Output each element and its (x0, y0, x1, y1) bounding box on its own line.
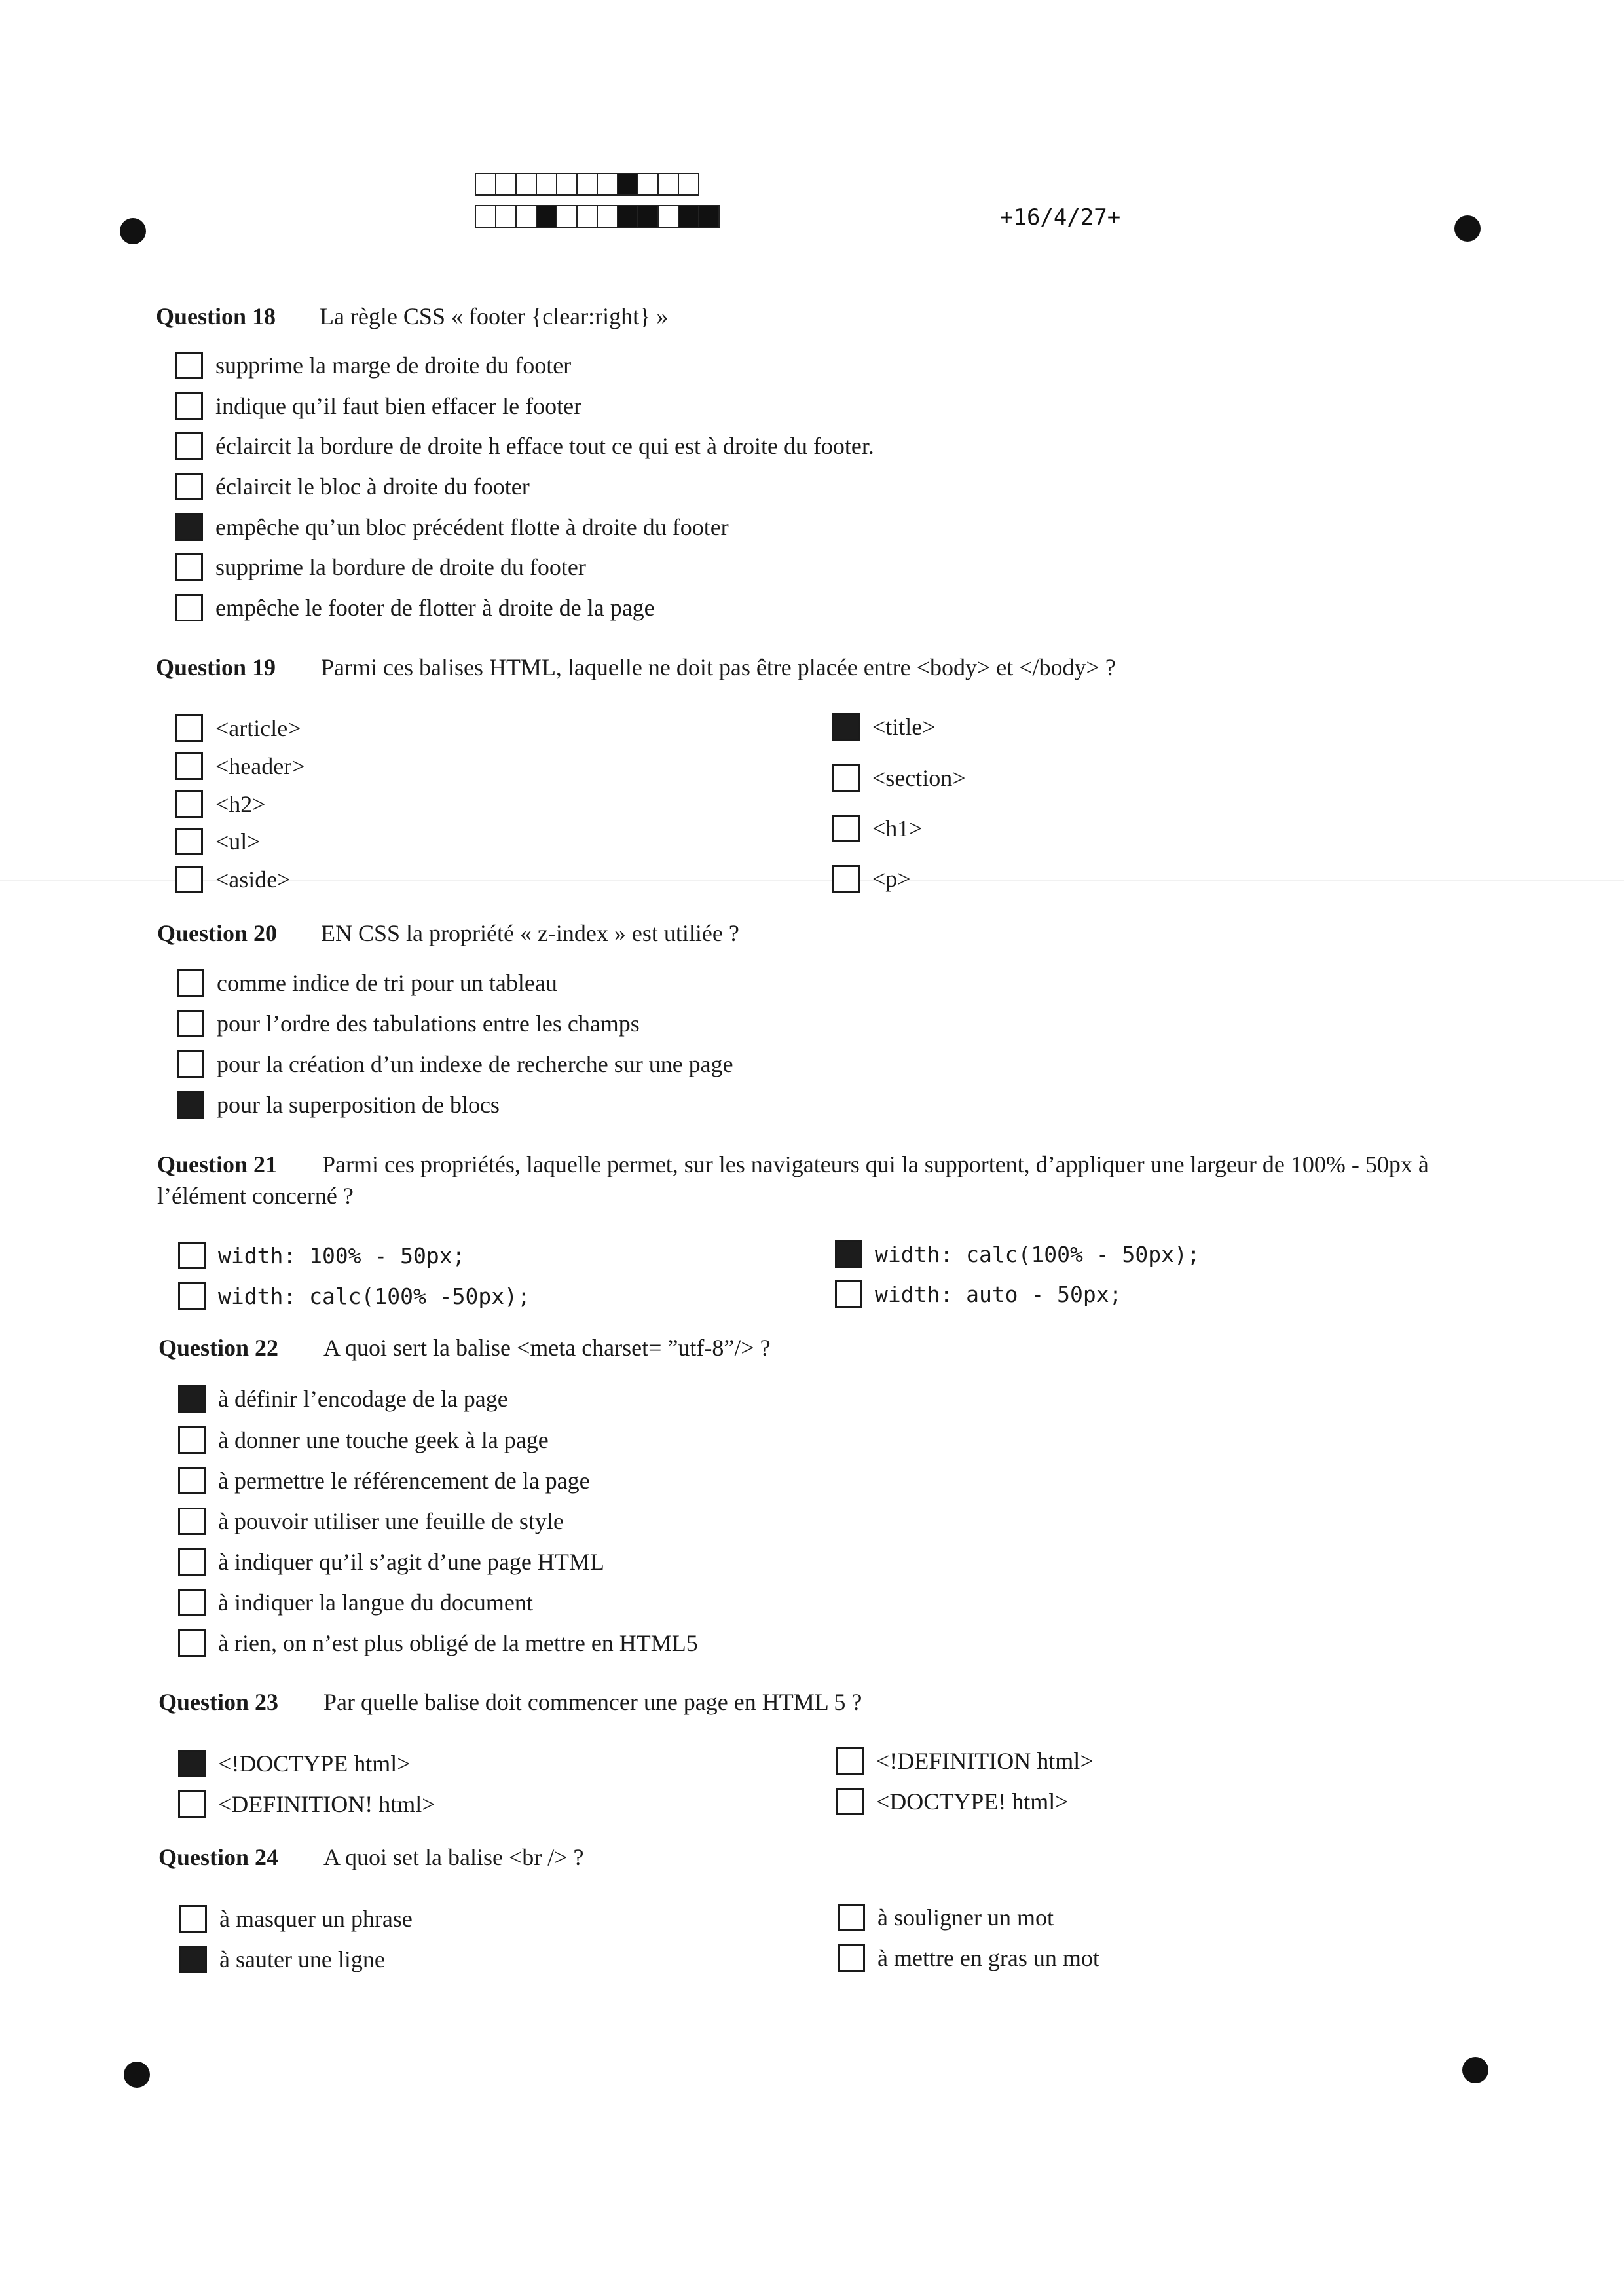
question-text: Parmi ces propriétés, laquelle permet, sur les navigateurs qui la supportent, d’appliquer une largeur de 100% - 50px à l’élément concerné ? (157, 1151, 1429, 1209)
checkbox[interactable] (832, 713, 860, 741)
option-label: à définir l’encodage de la page (218, 1386, 508, 1412)
option[interactable] (838, 1944, 1099, 1972)
checkbox[interactable] (178, 1750, 206, 1777)
option-label: <DEFINITION! html> (218, 1791, 435, 1817)
checkbox[interactable] (175, 714, 203, 742)
option-label: <title> (872, 714, 936, 740)
barcode-cell (536, 173, 557, 196)
option-label: <!DEFINITION html> (876, 1748, 1094, 1774)
barcode-cell (678, 205, 699, 228)
option[interactable] (832, 713, 936, 741)
option-label: à donner une touche geek à la page (218, 1427, 549, 1453)
option-label: comme indice de tri pour un tableau (217, 970, 557, 996)
checkbox[interactable] (179, 1946, 207, 1973)
checkbox[interactable] (175, 594, 203, 621)
checkbox[interactable] (835, 1240, 862, 1268)
barcode-cell (515, 205, 537, 228)
option-label: éclaircit le bloc à droite du footer (215, 473, 530, 500)
question-22-heading (158, 1334, 771, 1361)
checkbox[interactable] (179, 1905, 207, 1933)
option[interactable] (175, 432, 874, 460)
checkbox[interactable] (178, 1548, 206, 1576)
option-label: <h1> (872, 815, 923, 842)
option-label: empêche qu’un bloc précédent flotte à droite du footer (215, 514, 729, 540)
checkbox[interactable] (836, 1788, 864, 1815)
barcode-cell (657, 173, 679, 196)
question-number: Question 20 (157, 920, 278, 946)
question-18-heading (156, 303, 668, 330)
option[interactable] (178, 1629, 698, 1657)
barcode-cell (597, 205, 618, 228)
checkbox[interactable] (175, 752, 203, 780)
question-number: Question 18 (156, 303, 276, 329)
option[interactable] (178, 1426, 549, 1454)
option[interactable] (175, 392, 581, 420)
question-text: Parmi ces balises HTML, laquelle ne doit pas être placée entre <body> et </body> ? (321, 654, 1116, 680)
option[interactable] (175, 828, 261, 855)
option-label: width: auto - 50px; (875, 1281, 1122, 1307)
checkbox[interactable] (175, 866, 203, 893)
checkbox[interactable] (838, 1944, 865, 1972)
option[interactable] (177, 969, 557, 997)
barcode-cell (576, 173, 598, 196)
checkbox[interactable] (177, 1091, 204, 1119)
option-label: à masquer un phrase (219, 1906, 413, 1932)
checkbox[interactable] (836, 1747, 864, 1775)
option-label: à rien, on n’est plus obligé de la mettre en HTML5 (218, 1630, 698, 1656)
page-barcode (475, 173, 718, 237)
registration-mark-bottom-left (124, 2062, 150, 2088)
option-label: <section> (872, 765, 966, 791)
page-id: +16/4/27+ (1000, 204, 1121, 231)
option[interactable] (179, 1946, 385, 1973)
option-label: <aside> (215, 866, 291, 893)
option[interactable] (178, 1750, 411, 1777)
option-label: <ul> (215, 828, 261, 855)
option[interactable] (178, 1589, 533, 1616)
option-label: <DOCTYPE! html> (876, 1788, 1069, 1815)
checkbox[interactable] (832, 764, 860, 792)
option[interactable] (838, 1904, 1054, 1931)
registration-mark-top-left (120, 218, 146, 244)
question-19-heading (156, 654, 1116, 681)
option[interactable] (175, 473, 530, 500)
option-label: à mettre en gras un mot (877, 1945, 1099, 1971)
option[interactable] (179, 1905, 413, 1933)
barcode-cell (597, 173, 618, 196)
question-number: Question 22 (158, 1335, 279, 1361)
checkbox[interactable] (178, 1242, 206, 1269)
option[interactable] (175, 866, 291, 893)
barcode-cell (556, 205, 578, 228)
option[interactable] (835, 1240, 1200, 1268)
option[interactable] (175, 790, 266, 818)
option[interactable] (178, 1467, 590, 1494)
checkbox[interactable] (175, 828, 203, 855)
question-number: Question 21 (157, 1151, 278, 1177)
option-label: à sauter une ligne (219, 1946, 385, 1972)
checkbox[interactable] (835, 1280, 862, 1308)
option-label: à pouvoir utiliser une feuille de style (218, 1508, 564, 1534)
option-label: width: 100% - 50px; (218, 1242, 466, 1268)
option-label: width: calc(100% -50px); (218, 1283, 530, 1309)
question-text: Par quelle balise doit commencer une page en HTML 5 ? (323, 1689, 862, 1715)
option-label: <p> (872, 866, 911, 892)
option[interactable] (836, 1788, 1069, 1815)
question-20-heading (157, 919, 739, 947)
option[interactable] (175, 513, 729, 541)
option-label: à permettre le référencement de la page (218, 1468, 590, 1494)
barcode-row (475, 205, 718, 229)
option-label: width: calc(100% - 50px); (875, 1241, 1200, 1267)
question-number: Question 23 (158, 1689, 279, 1715)
checkbox[interactable] (175, 432, 203, 460)
registration-mark-bottom-right (1462, 2057, 1488, 2083)
option-label: à indiquer qu’il s’agit d’une page HTML (218, 1549, 604, 1575)
option-label: <header> (215, 753, 305, 779)
checkbox[interactable] (178, 1282, 206, 1310)
checkbox[interactable] (175, 473, 203, 500)
question-23-heading (158, 1688, 862, 1716)
question-21-heading (157, 1149, 1457, 1212)
checkbox[interactable] (178, 1790, 206, 1818)
option[interactable] (832, 764, 966, 792)
barcode-cell (617, 173, 638, 196)
option-label: empêche le footer de flotter à droite de la page (215, 595, 655, 621)
option-label: à souligner un mot (877, 1904, 1054, 1931)
checkbox[interactable] (832, 865, 860, 893)
barcode-cell (678, 173, 699, 196)
option[interactable] (832, 815, 923, 842)
option[interactable] (178, 1508, 564, 1535)
checkbox[interactable] (175, 392, 203, 420)
checkbox[interactable] (832, 815, 860, 842)
barcode-cell (495, 173, 517, 196)
question-number: Question 24 (158, 1844, 279, 1870)
checkbox[interactable] (175, 352, 203, 379)
option[interactable] (178, 1282, 530, 1310)
option[interactable] (178, 1548, 604, 1576)
barcode-cell (657, 205, 679, 228)
option[interactable] (175, 752, 305, 780)
option[interactable] (175, 594, 655, 621)
option-label: <article> (215, 715, 301, 741)
checkbox[interactable] (175, 513, 203, 541)
option[interactable] (178, 1385, 508, 1413)
barcode-cell (698, 205, 720, 228)
option-label: <h2> (215, 791, 266, 817)
option[interactable] (177, 1010, 640, 1037)
question-text: A quoi set la balise <br /> ? (323, 1844, 584, 1870)
checkbox[interactable] (838, 1904, 865, 1931)
barcode-cell (637, 205, 659, 228)
option-label: indique qu’il faut bien effacer le footer (215, 393, 582, 419)
option-label: <!DOCTYPE html> (218, 1750, 411, 1777)
question-number: Question 19 (156, 654, 276, 680)
option[interactable] (177, 1091, 500, 1119)
checkbox[interactable] (178, 1589, 206, 1616)
checkbox[interactable] (178, 1629, 206, 1657)
option[interactable] (175, 553, 586, 581)
checkbox[interactable] (177, 1010, 204, 1037)
barcode-cell (515, 173, 537, 196)
barcode-cell (495, 205, 517, 228)
checkbox[interactable] (175, 790, 203, 818)
option[interactable] (178, 1790, 435, 1818)
option-label: pour l’ordre des tabulations entre les champs (217, 1010, 640, 1037)
barcode-cell (637, 173, 659, 196)
barcode-cell (536, 205, 557, 228)
option[interactable] (178, 1242, 466, 1269)
checkbox[interactable] (178, 1426, 206, 1454)
checkbox[interactable] (178, 1508, 206, 1535)
barcode-cell (475, 205, 496, 228)
checkbox[interactable] (177, 969, 204, 997)
option[interactable] (836, 1747, 1094, 1775)
option-label: éclaircit la bordure de droite h efface tout ce qui est à droite du footer. (215, 433, 874, 459)
option[interactable] (177, 1050, 733, 1078)
option-label: pour la superposition de blocs (217, 1092, 500, 1118)
barcode-row (475, 173, 718, 197)
barcode-cell (475, 173, 496, 196)
option-label: pour la création d’un indexe de recherche sur une page (217, 1051, 733, 1077)
barcode-cell (576, 205, 598, 228)
checkbox[interactable] (178, 1467, 206, 1494)
option[interactable] (835, 1280, 1122, 1308)
question-text: La règle CSS « footer {clear:right} » (320, 303, 669, 329)
option[interactable] (832, 865, 911, 893)
question-text: A quoi sert la balise <meta charset= ”utf-8”/> ? (323, 1335, 771, 1361)
barcode-cell (617, 205, 638, 228)
option-label: supprime la bordure de droite du footer (215, 554, 586, 580)
question-24-heading (158, 1843, 584, 1871)
option-label: à indiquer la langue du document (218, 1589, 533, 1616)
option[interactable] (175, 714, 301, 742)
checkbox[interactable] (175, 553, 203, 581)
registration-mark-top-right (1454, 215, 1481, 242)
checkbox[interactable] (177, 1050, 204, 1078)
barcode-cell (556, 173, 578, 196)
option-label: supprime la marge de droite du footer (215, 352, 572, 379)
question-text: EN CSS la propriété « z-index » est utiliée ? (321, 920, 739, 946)
option[interactable] (175, 352, 571, 379)
checkbox[interactable] (178, 1385, 206, 1413)
